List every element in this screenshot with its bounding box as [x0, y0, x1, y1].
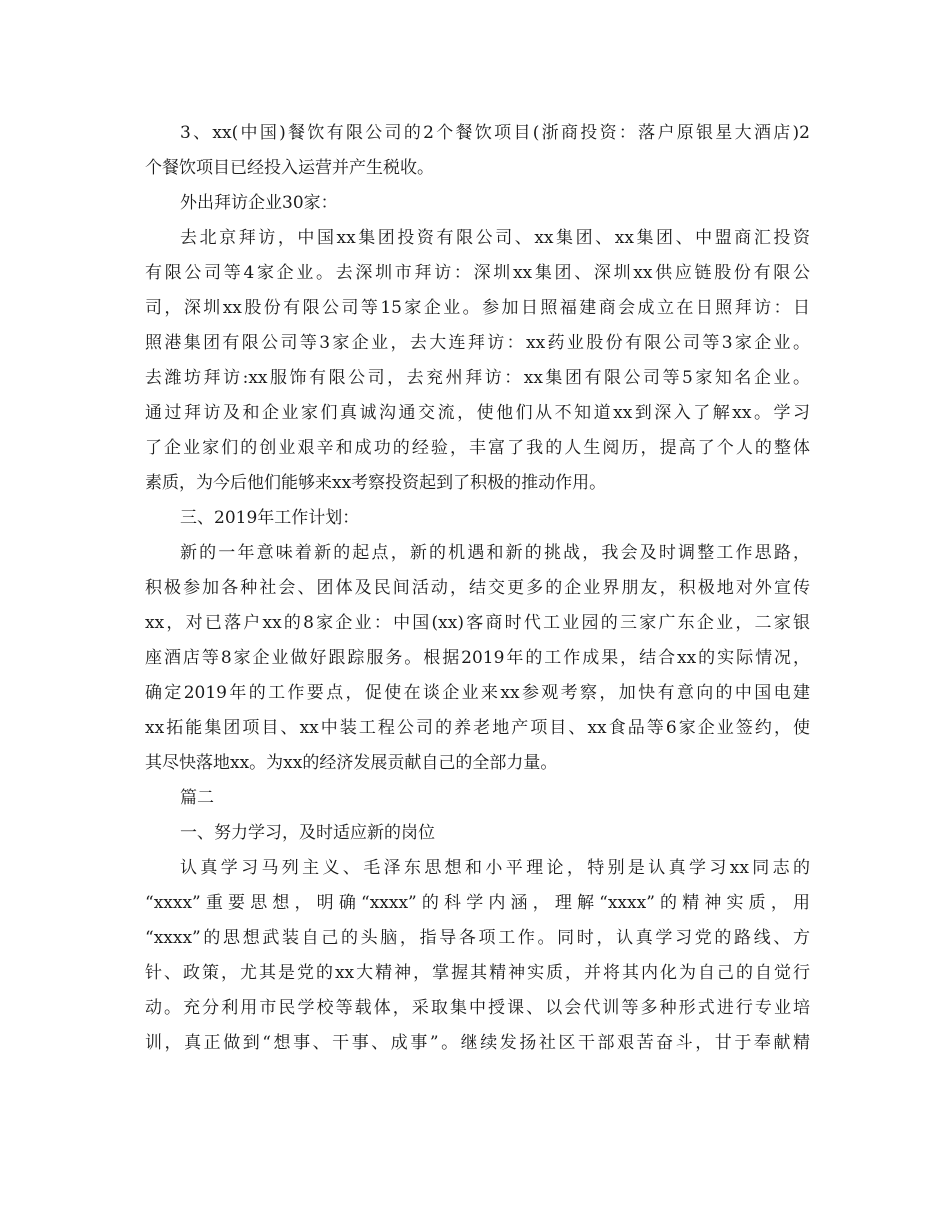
text-line: 照港集团有限公司等3家企业，去大连拜访：xx药业股份有限公司等3家企业。	[145, 333, 810, 353]
text-line: xx拓能集团项目、xx中装工程公司的养老地产项目、xx食品等6家企业签约，使	[145, 718, 810, 738]
document-body	[145, 116, 810, 1061]
text-line: “xxxx”重要思想，明确“xxxx”的科学内涵，理解“xxxx”的精神实质，用	[145, 893, 810, 913]
text-line: 针、政策，尤其是党的xx大精神，掌握其精神实质，并将其内化为自己的自觉行	[145, 963, 810, 983]
text-line: 认真学习马列主义、毛泽东思想和小平理论，特别是认真学习xx同志的	[180, 858, 810, 878]
text-line: 外出拜访企业30家：	[180, 193, 338, 213]
text-line: 积极参加各种社会、团体及民间活动，结交更多的企业界朋友，积极地对外宣传	[145, 578, 810, 598]
text-line: 素质，为今后他们能够来xx考察投资起到了积极的推动作用。	[145, 473, 607, 493]
text-line: 篇二	[180, 788, 214, 808]
text-line: 确定2019年的工作要点，促使在谈企业来xx参观考察，加快有意向的中国电建	[145, 683, 810, 703]
text-line: xx，对已落户xx的8家企业：中国(xx)客商时代工业园的三家广东企业，二家银	[145, 613, 810, 633]
text-line: 新的一年意味着新的起点，新的机遇和新的挑战，我会及时调整工作思路，	[180, 543, 810, 563]
text-line: “xxxx”的思想武装自己的头脑，指导各项工作。同时，认真学习党的路线、方	[145, 928, 810, 948]
text-line: 座酒店等8家企业做好跟踪服务。根据2019年的工作成果，结合xx的实际情况，	[145, 648, 810, 668]
text-line: 其尽快落地xx。为xx的经济发展贡献自己的全部力量。	[145, 753, 558, 773]
text-line: 司，深圳xx股份有限公司等15家企业。参加日照福建商会成立在日照拜访：日	[145, 298, 810, 318]
text-line: 个餐饮项目已经投入运营并产生税收。	[145, 158, 434, 178]
text-line: 去潍坊拜访:xx服饰有限公司，去兖州拜访：xx集团有限公司等5家知名企业。	[145, 368, 810, 388]
text-line: 有限公司等4家企业。去深圳市拜访：深圳xx集团、深圳xx供应链股份有限公	[145, 263, 810, 283]
text-line: 了企业家们的创业艰辛和成功的经验，丰富了我的人生阅历，提高了个人的整体	[145, 438, 810, 458]
text-line: 一、努力学习，及时适应新的岗位	[180, 823, 435, 843]
text-line: 去北京拜访，中国xx集团投资有限公司、xx集团、xx集团、中盟商汇投资	[180, 228, 810, 248]
text-line: 动。充分利用市民学校等载体，采取集中授课、以会代训等多种形式进行专业培	[145, 998, 810, 1018]
text-line: 3、xx(中国)餐饮有限公司的2个餐饮项目(浙商投资：落户原银星大酒店)2	[180, 123, 810, 143]
text-line: 通过拜访及和企业家们真诚沟通交流，使他们从不知道xx到深入了解xx。学习	[145, 403, 810, 423]
text-line: 三、2019年工作计划：	[180, 508, 360, 528]
text-line: 训，真正做到“想事、干事、成事”。继续发扬社区干部艰苦奋斗，甘于奉献精	[145, 1033, 810, 1053]
